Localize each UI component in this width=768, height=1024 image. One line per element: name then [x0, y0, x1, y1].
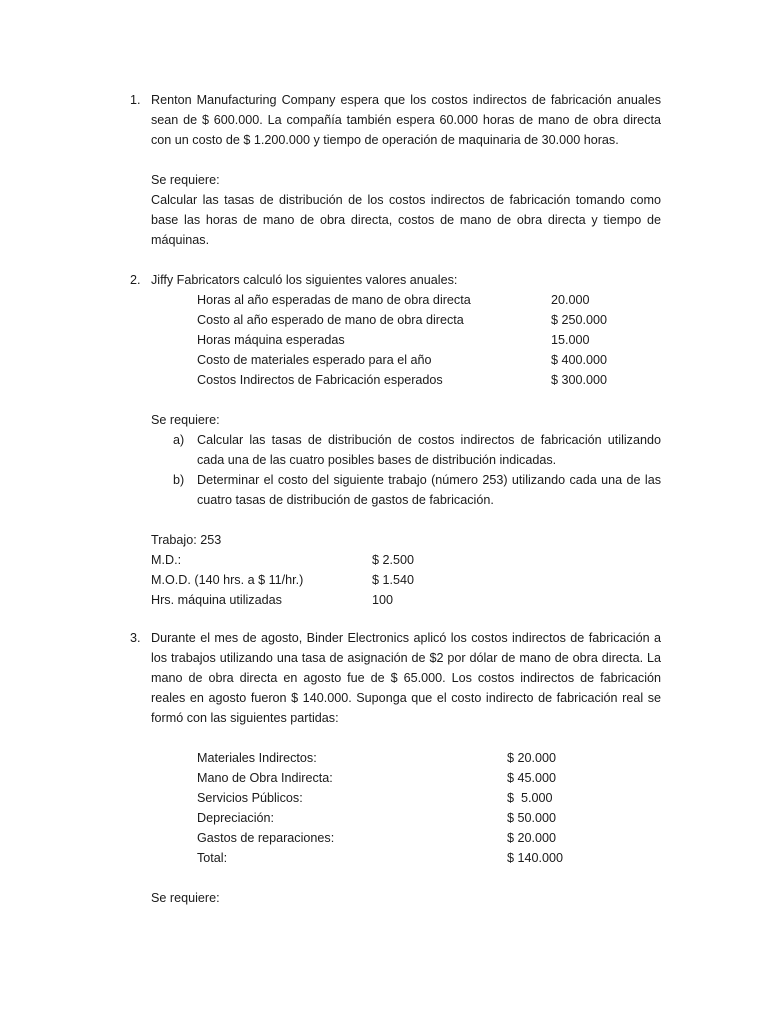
problem-3-item-value: $ 140.000: [507, 851, 564, 865]
problem-2-number: 2.: [130, 273, 141, 287]
problem-2-job-label: M.D.:: [151, 553, 182, 567]
problem-3-item-label: Total:: [197, 851, 228, 865]
problem-3-number: 3.: [130, 631, 141, 645]
problem-1-line-1: Renton Manufacturing Company espera que los costos indirectos de fabricación anuales: [151, 93, 661, 107]
problem-2-item-label: Costo de materiales esperado para el año: [197, 353, 432, 367]
problem-3-line-2: los trabajos utilizando una tasa de asignación de $2 por dólar de mano de obra directa. La: [151, 651, 661, 665]
problem-2-item-label: Horas máquina esperadas: [197, 333, 345, 347]
problem-2-job-value: $ 2.500: [372, 553, 415, 567]
problem-2-item-value: $ 300.000: [551, 373, 608, 387]
problem-2-sub-a-line-1: Calcular las tasas de distribución de costos indirectos de fabricación utilizando: [197, 433, 661, 447]
problem-2-intro: Jiffy Fabricators calculó los siguientes valores anuales:: [151, 273, 458, 287]
problem-2-sub-a-marker: a): [173, 433, 185, 447]
problem-3-requirement-heading: Se requiere:: [151, 891, 220, 905]
problem-3-item-label: Servicios Públicos:: [197, 791, 303, 805]
problem-3-item-label: Depreciación:: [197, 811, 275, 825]
problem-3-line-3: mano de obra directa en agosto fue de $ 65.000. Los costos indirectos de fabricación: [151, 671, 661, 685]
problem-3-line-4: reales en agosto fueron $ 140.000. Suponga que el costo indirecto de fabricación real se: [151, 691, 661, 705]
problem-1-requirement-line-3: máquinas.: [151, 233, 210, 247]
problem-3-item-value: $ 5.000: [507, 791, 553, 805]
problem-2-sub-b-line-1: Determinar el costo del siguiente trabajo (número 253) utilizando cada una de las: [197, 473, 661, 487]
problem-3-item-value: $ 20.000: [507, 831, 557, 845]
problem-1-number: 1.: [130, 93, 141, 107]
problem-3-item-value: $ 45.000: [507, 771, 557, 785]
problem-2-item-value: 20.000: [551, 293, 590, 307]
problem-2-job-title: Trabajo: 253: [151, 533, 222, 547]
problem-2-requirement-heading: Se requiere:: [151, 413, 220, 427]
problem-2-item-value: 15.000: [551, 333, 590, 347]
problem-2-item-value: $ 400.000: [551, 353, 608, 367]
problem-1-line-3: con un costo de $ 1.200.000 y tiempo de operación de maquinaria de 30.000 horas.: [151, 133, 619, 147]
problem-1-line-2: sean de $ 600.000. La compañía también espera 60.000 horas de mano de obra directa: [151, 113, 661, 127]
problem-2-sub-b-marker: b): [173, 473, 185, 487]
problem-2-item-value: $ 250.000: [551, 313, 608, 327]
problem-1-requirement-line-1: Calcular las tasas de distribución de los costos indirectos de fabricación tomando como: [151, 193, 661, 207]
problem-2-job-value: $ 1.540: [372, 573, 415, 587]
problem-3-item-value: $ 20.000: [507, 751, 557, 765]
problem-1-requirement-line-2: base las horas de mano de obra directa, costos de mano de obra directa y tiempo de: [151, 213, 661, 227]
problem-3-item-label: Materiales Indirectos:: [197, 751, 317, 765]
problem-2-item-label: Costo al año esperado de mano de obra directa: [197, 313, 464, 327]
problem-2-sub-a-line-2: cada una de las cuatro posibles bases de distribución indicadas.: [197, 453, 557, 467]
problem-2-job-value: 100: [372, 593, 394, 607]
problem-3-item-label: Mano de Obra Indirecta:: [197, 771, 333, 785]
problem-2-item-label: Horas al año esperadas de mano de obra directa: [197, 293, 471, 307]
problem-2-job-label: M.O.D. (140 hrs. a $ 11/hr.): [151, 573, 304, 587]
problem-3-item-label: Gastos de reparaciones:: [197, 831, 335, 845]
problem-3-line-1: Durante el mes de agosto, Binder Electronics aplicó los costos indirectos de fabricación a: [151, 631, 661, 645]
problem-2-job-label: Hrs. máquina utilizadas: [151, 593, 282, 607]
problem-3-item-value: $ 50.000: [507, 811, 557, 825]
problem-3-line-5: formó con las siguientes partidas:: [151, 711, 339, 725]
problem-2-item-label: Costos Indirectos de Fabricación esperados: [197, 373, 443, 387]
problem-1-requirement-heading: Se requiere:: [151, 173, 220, 187]
problem-2-sub-b-line-2: cuatro tasas de distribución de gastos de fabricación.: [197, 493, 494, 507]
